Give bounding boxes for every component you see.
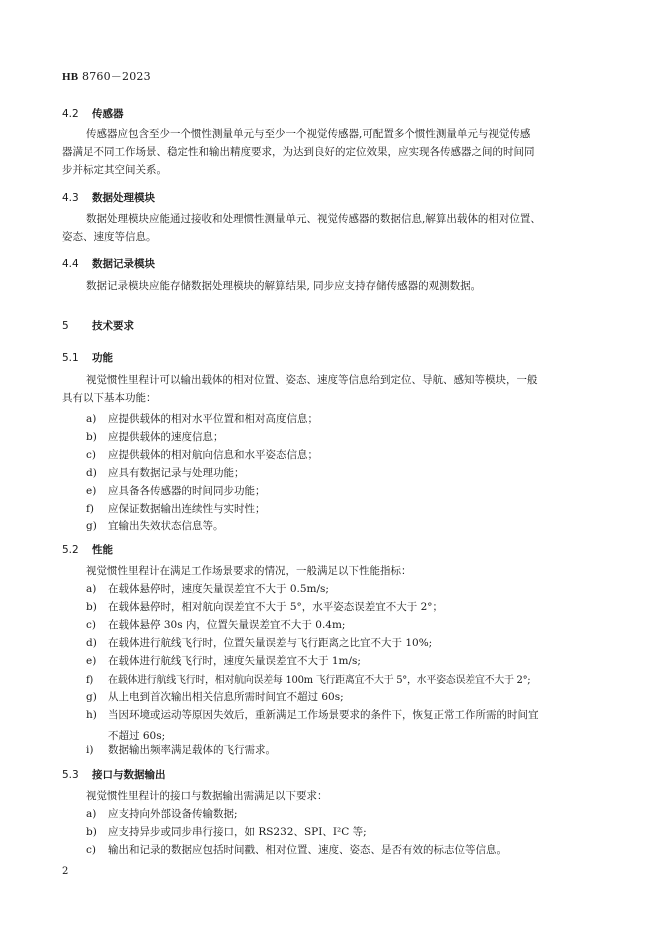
list-item [86,465,245,480]
paragraph-line: 数据处理模块应能通过接收和处理惯性测量单元、视觉传感器的数据信息,解算出载体的相对位置、 [86,213,541,225]
section-heading-4-2 [62,106,124,121]
list-item [86,635,432,650]
list-item [86,599,443,614]
list-label: d) [86,637,97,649]
section-heading-4-4 [62,256,155,271]
document-code-prefix: HB [62,71,79,83]
list-text: 应保证数据输出连续性与实时性； [108,503,266,515]
list-label: g) [86,520,97,532]
list-label: c) [86,449,96,461]
list-item [86,653,361,668]
list-label: d) [86,467,97,479]
paragraph-5-2 [62,562,602,580]
list-item [86,483,266,498]
list-label: a) [86,583,97,595]
list-text-continued: 不超过 60s; [108,730,166,742]
section-title: 接口与数据输出 [92,769,166,781]
section-title: 功能 [92,352,113,364]
paragraph-line: 视觉惯性里程计的接口与数据输出需满足以下要求： [86,790,328,802]
list-label: f) [86,503,94,515]
list-label: b) [86,431,97,443]
list-text: 应支持向外部设备传输数据; [108,808,238,820]
section-number: 5.3 [62,769,79,781]
list-text: 宜输出失效状态信息等。 [108,520,224,532]
list-label: b) [86,601,97,613]
paragraph-4-3 [62,210,602,246]
list-text: 在载体进行航线飞行时，速度矢量误差宜不大于 1m/s; [108,655,361,667]
list-item [86,501,266,516]
list-label: e) [86,485,97,497]
list-item [86,429,224,444]
section-heading-5-1 [62,350,113,365]
paragraph-line: 具有以下基本功能： [62,392,157,404]
list-label: f) [86,675,94,686]
section-title: 传感器 [92,108,124,120]
paragraph-5-3 [62,787,602,805]
section-heading-4-3 [62,190,155,205]
paragraph-5-1 [62,371,602,407]
section-number: 4.4 [62,258,79,270]
list-item [86,518,224,533]
list-item [86,617,345,632]
paragraph-line: 视觉惯性里程计可以输出载体的相对位置、姿态、速度等信息给到定位、导航、感知等模块，一般 [86,374,538,386]
page-number: 2 [62,866,69,877]
list-text: 应具有数据记录与处理功能； [108,467,245,479]
list-item [86,671,530,686]
list-text: 数据输出频率满足载体的飞行需求。 [108,744,276,756]
section-title: 技术要求 [92,320,134,332]
list-text: 应具备各传感器的时间同步功能； [108,485,266,497]
section-title: 性能 [92,544,113,556]
paragraph-line: 数据记录模块应能存储数据处理模块的解算结果, 同步应支持存储传感器的观测数据。 [86,280,482,292]
section-title: 数据处理模块 [92,192,155,204]
list-label: a) [86,413,97,425]
section-number: 4.3 [62,192,79,204]
list-label: e) [86,655,97,667]
list-text: 在载体悬停 30s 内，位置矢量误差宜不大于 0.4m; [108,619,346,631]
list-item [86,707,539,743]
list-text: 在载体悬停时，速度矢量误差宜不大于 0.5m/s; [108,583,329,595]
section-title: 数据记录模块 [92,258,155,270]
section-number: 4.2 [62,108,79,120]
list-item [86,824,367,839]
list-label: a) [86,808,97,820]
list-text: 在载体进行航线飞行时，位置矢量误差与飞行距离之比宜不大于 10%; [108,637,433,649]
list-item [86,447,318,462]
paragraph-line: 传感器应包含至少一个惯性测量单元与至少一个视觉传感器,可配置多个惯性测量单元与视觉传感 [86,128,531,140]
section-heading-5-2 [62,542,113,557]
list-text: 输出和记录的数据应包括时间戳、相对位置、速度、姿态、是否有效的标志位等信息。 [108,844,507,856]
section-number: 5.1 [62,352,79,364]
list-text: 应支持异步或同步串行接口，如 RS232、SPI、I²C 等; [108,826,367,838]
paragraph-4-4 [62,277,602,295]
list-label: b) [86,826,97,838]
document-code [62,68,151,84]
list-label: c) [86,844,96,856]
list-text: 在载体悬停时，相对航向误差宜不大于 5°，水平姿态误差宜不大于 2°； [108,601,444,613]
list-label: i) [86,744,94,756]
list-text: 当因环境或运动等原因失效后，重新满足工作场景要求的条件下，恢复正常工作所需的时间宜 [108,709,539,721]
list-item [86,842,507,857]
list-text: 在载体进行航线飞行时，相对航向误差每 100m 飞行距离宜不大于 5°，水平姿态误差宜不大于 2°; [108,675,531,686]
list-label: h) [86,709,97,721]
list-label: g) [86,691,97,703]
list-item [86,689,344,704]
list-text: 应提供载体的速度信息； [108,431,224,443]
document-number: 8760－2023 [82,70,151,83]
section-number: 5 [62,320,69,332]
paragraph-line: 步并标定其空间关系。 [62,164,167,176]
list-text: 从上电到首次输出相关信息所需时间宜不超过 60s; [108,691,344,703]
section-number: 5.2 [62,544,79,556]
paragraph-line: 姿态、速度等信息。 [62,231,157,243]
section-heading-5-3 [62,767,166,782]
list-item [86,806,238,821]
list-item [86,411,318,426]
list-item [86,742,276,757]
list-text: 应提供载体的相对水平位置和相对高度信息； [108,413,318,425]
list-text: 应提供载体的相对航向信息和水平姿态信息； [108,449,318,461]
section-heading-5 [62,318,134,333]
list-item [86,581,329,596]
paragraph-4-2 [62,125,602,179]
list-label: c) [86,619,96,631]
paragraph-line: 视觉惯性里程计在满足工作场景要求的情况，一般满足以下性能指标： [86,565,412,577]
paragraph-line: 器满足不同工作场景、稳定性和输出精度要求，为达到良好的定位效果，应实现各传感器之间的时间同 [62,146,535,158]
